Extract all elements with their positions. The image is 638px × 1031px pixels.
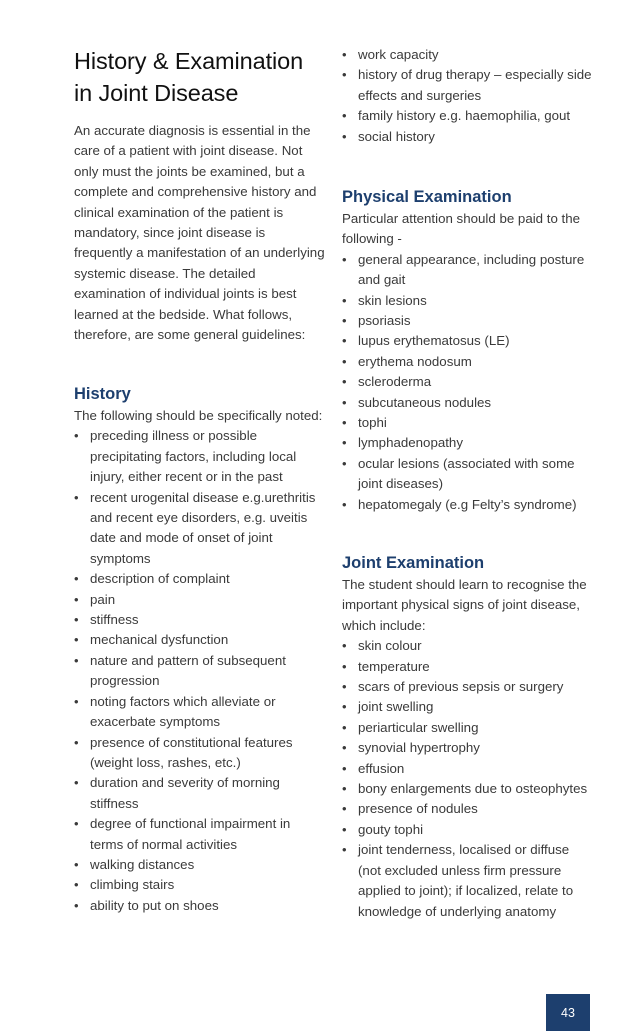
- title-line-2: in Joint Disease: [74, 80, 239, 106]
- bullet-icon: •: [74, 612, 79, 628]
- bullet-icon: •: [342, 455, 347, 471]
- joint-lead: The student should learn to recognise the important physical signs of joint disease, which include:: [342, 577, 587, 633]
- list-item: • stiffness: [74, 610, 326, 630]
- bullet-icon: •: [342, 374, 347, 390]
- list-item: • skin lesions: [342, 291, 592, 311]
- list-item: • subcutaneous nodules: [342, 393, 592, 413]
- page-number-label: 43: [561, 1005, 575, 1020]
- bullet-icon: •: [74, 856, 79, 872]
- list-item: • temperature: [342, 657, 592, 677]
- list-item: • mechanical dysfunction: [74, 630, 326, 650]
- bullet-icon: •: [342, 760, 347, 776]
- list-item: • presence of constitutional features (weight loss, rashes, etc.): [74, 734, 293, 770]
- bullet-icon: •: [74, 489, 79, 505]
- bullet-icon: •: [342, 251, 347, 267]
- bullet-icon: •: [74, 897, 79, 913]
- list-item: • general appearance, including posture and gait: [342, 251, 585, 288]
- list-item: • scleroderma: [342, 372, 592, 392]
- list-item: • psoriasis: [342, 311, 592, 331]
- history-section: [74, 382, 326, 916]
- title-line-1: History & Examination: [74, 48, 304, 74]
- bullet-icon: •: [342, 658, 347, 674]
- page-number: [546, 994, 590, 1031]
- bullet-icon: •: [342, 313, 347, 329]
- bullet-icon: •: [74, 877, 79, 893]
- physical-heading: Physical Examination: [342, 188, 512, 206]
- list-item: • work capacity: [342, 45, 592, 65]
- list-item: • skin colour: [342, 636, 592, 656]
- bullet-icon: •: [74, 734, 79, 750]
- bullet-icon: •: [74, 775, 79, 791]
- list-item: • degree of functional impairment in terms of normal activities: [74, 816, 291, 852]
- list-item: • nature and pattern of subsequent progression: [74, 652, 286, 689]
- bullet-icon: •: [342, 842, 347, 858]
- page-title: [74, 45, 303, 109]
- list-item: • duration and severity of morning stiffness: [74, 775, 280, 811]
- list-item: • walking distances: [74, 855, 326, 875]
- bullet-icon: •: [342, 699, 347, 715]
- list-item: • erythema nodosum: [342, 352, 592, 372]
- bullet-icon: •: [342, 496, 347, 512]
- bullet-icon: •: [74, 693, 79, 709]
- bullet-icon: •: [342, 292, 347, 308]
- list-item: • preceding illness or possible precipitating factors, including local injury, either recent or in the past: [74, 428, 297, 485]
- intro-paragraph: An accurate diagnosis is essential in the care of a patient with joint disease. Not only must the joints be examined, but a complete and comprehensive history and clinical examination of the patient is mandatory, since joint disease is frequently a manifestation of an underlying systemic disease. The detailed examination of individual joints is best learned at the bedside. What follows, therefore, are some general guidelines:: [74, 123, 325, 343]
- list-item: • social history: [342, 127, 592, 147]
- history-heading: History: [74, 385, 131, 403]
- list-item: • climbing stairs: [74, 875, 326, 895]
- joint-section: [342, 551, 592, 922]
- list-item: • family history e.g. haemophilia, gout: [342, 106, 592, 126]
- list-item: • gouty tophi: [342, 820, 592, 840]
- list-item: • ocular lesions (associated with some joint diseases): [342, 455, 575, 492]
- list-item: • effusion: [342, 759, 592, 779]
- joint-list: [342, 636, 592, 922]
- list-item: • ability to put on shoes: [74, 896, 326, 916]
- list-item: • synovial hypertrophy: [342, 738, 592, 758]
- bullet-icon: •: [342, 353, 347, 369]
- list-item: • presence of nodules: [342, 799, 592, 819]
- bullet-icon: •: [74, 591, 79, 607]
- list-item: • lupus erythematosus (LE): [342, 331, 592, 351]
- list-item: • lymphadenopathy: [342, 433, 592, 453]
- bullet-icon: •: [342, 435, 347, 451]
- bullet-icon: •: [342, 333, 347, 349]
- list-item: • tophi: [342, 413, 592, 433]
- history-continued-list: [342, 45, 592, 147]
- list-item: • scars of previous sepsis or surgery: [342, 677, 592, 697]
- list-item: • periarticular swelling: [342, 718, 592, 738]
- physical-list: [342, 250, 592, 515]
- bullet-icon: •: [342, 394, 347, 410]
- bullet-icon: •: [342, 638, 347, 654]
- bullet-icon: •: [74, 428, 79, 444]
- bullet-icon: •: [342, 719, 347, 735]
- bullet-icon: •: [74, 816, 79, 832]
- bullet-icon: •: [342, 740, 347, 756]
- bullet-icon: •: [342, 781, 347, 797]
- list-item: • description of complaint: [74, 569, 326, 589]
- history-continued: [342, 45, 592, 147]
- physical-section: [342, 185, 592, 515]
- physical-lead: Particular attention should be paid to the following -: [342, 211, 581, 247]
- list-item: • joint tenderness, localised or diffuse (not excluded unless firm pressure applied to joint); if localized, relate to knowledge of underlying anatomy: [342, 842, 574, 919]
- bullet-icon: •: [342, 821, 347, 837]
- joint-heading: Joint Examination: [342, 554, 485, 572]
- bullet-icon: •: [342, 801, 347, 817]
- list-item: • hepatomegaly (e.g Felty’s syndrome): [342, 495, 592, 515]
- list-item: • pain: [74, 590, 326, 610]
- bullet-icon: •: [342, 67, 347, 83]
- history-lead: The following should be specifically noted:: [74, 408, 323, 423]
- bullet-icon: •: [342, 108, 347, 124]
- bullet-icon: •: [342, 415, 347, 431]
- bullet-icon: •: [342, 47, 347, 62]
- bullet-icon: •: [342, 679, 347, 695]
- list-item: • recent urogenital disease e.g.urethritis and recent eye disorders, e.g. uveitis: [74, 489, 316, 526]
- list-item: • bony enlargements due to osteophytes: [342, 779, 592, 799]
- bullet-icon: •: [74, 571, 79, 587]
- list-item: date and mode of onset of joint symptoms: [90, 530, 273, 566]
- list-item: • joint swelling: [342, 697, 592, 717]
- bullet-icon: •: [74, 652, 79, 668]
- list-item: • history of drug therapy – especially side effects and surgeries: [342, 67, 592, 103]
- list-item: • noting factors which alleviate or exacerbate symptoms: [74, 693, 276, 730]
- bullet-icon: •: [342, 128, 347, 144]
- history-list: [74, 426, 326, 916]
- bullet-icon: •: [74, 632, 79, 648]
